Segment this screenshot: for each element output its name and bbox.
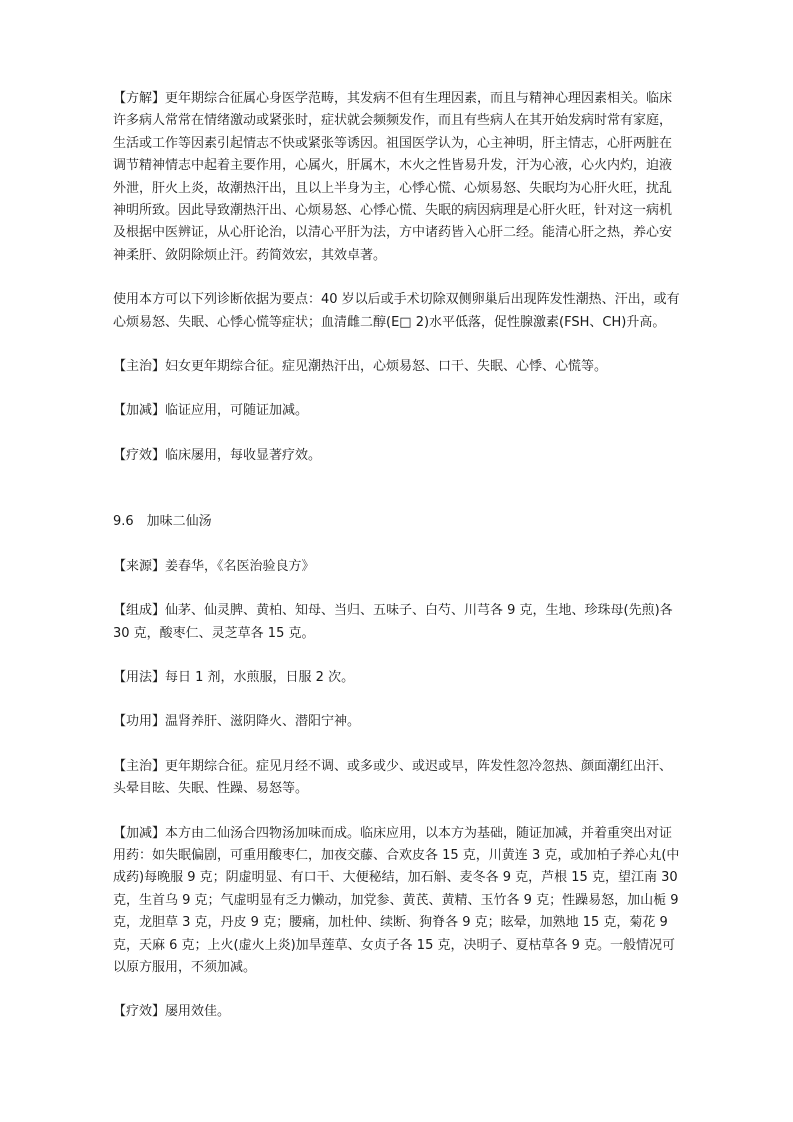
paragraph-usage: 【用法】每日 1 剂，水煎服，日服 2 次。 bbox=[113, 669, 355, 685]
paragraph-indications-1: 【主治】妇女更年期综合征。症见潮热汗出，心烦易怒、口干、失眠、心悸、心慌等。 bbox=[113, 359, 608, 375]
document-body bbox=[113, 88, 683, 1046]
paragraph-analysis: 【方解】更年期综合征属心身医学范畴，其发病不但有生理因素，而且与精神心理因素相关。临床许多病人常常在情绪激动或紧张时，症状就会频频发作，而且有些病人在其开始发病时常有家庭，生活或工作等因素引起情志不快或紧张等诱因。祖国医学认为，心主神明，肝主情志，心肝两脏在调节精神情志中起着主要作用，心属火，肝属木，木火之性皆易升发，汗为心液，心火内灼，迫液外泄，肝火上炎，故潮热汗出，且以上半身为主，心悸心慌、心烦易怒、失眠均为心肝火旺，扰乱神明所致。因此导致潮热汗出、心烦易怒、心悸心慌、失眠的病因病理是心肝火旺，针对这一病机及根据中医辨证，从心肝论治，以清心平肝为法，方中诸药皆入心肝二经。能清心肝之热，养心安神柔肝、敛阴除烦止汗。药简效宏，其效卓著。 bbox=[113, 91, 673, 263]
paragraph-efficacy-1: 【疗效】临床屡用，每收显著疗效。 bbox=[113, 447, 322, 463]
paragraph-composition: 【组成】仙茅、仙灵脾、黄柏、知母、当归、五味子、白芍、川芎各 9 克，生地、珍珠母(先煎)各 30 克，酸枣仁、灵芝草各 15 克。 bbox=[113, 603, 677, 641]
paragraph-diagnostic-points: 使用本方可以下列诊断依据为要点：40 岁以后或手术切除双侧卵巢后出现阵发性潮热、汗出，或有心烦易怒、失眠、心悸心慌等症状；血清雌二醇(E□ 2)水平低落，促性腺激素(FSH、CH)升高。 bbox=[113, 292, 680, 330]
section-heading-9-6: 9.6 加味二仙汤 bbox=[113, 514, 212, 530]
paragraph-modifications-2: 【加减】本方由二仙汤合四物汤加味而成。临床应用，以本方为基础，随证加减，并着重突出对证用药：如失眠偏剧，可重用酸枣仁，加夜交藤、合欢皮各 15 克，川黄连 3 克，或加柏子养心丸(中成药)每晚服 9 克；阴虚明显、有口干、大便秘结，加石斛、麦冬各 9 克，芦根 15 克，望江南 30 克，生首乌 9 克；气虚明显有乏力懒动，加党参、黄芪、黄精、玉竹各 9 克；性躁易怒，加山栀 9 克，龙胆草 3 克，丹皮 9 克；腰痛，加杜仲、续断、狗脊各 9 克；眩晕，加熟地 15 克，菊花 9 克，天麻 6 克；上火(虚火上炎)加旱莲草、女贞子各 15 克，决明子、夏枯草各 9 克。一般情况可以原方服用，不须加减。 bbox=[113, 825, 683, 975]
paragraph-efficacy-2: 【疗效】屡用效佳。 bbox=[113, 1004, 231, 1020]
paragraph-functions: 【功用】温肾养肝、滋阴降火、潜阳宁神。 bbox=[113, 714, 361, 730]
paragraph-indications-2: 【主治】更年期综合征。症见月经不调、或多或少、或迟或早，阵发性忽冷忽热、颜面潮红出汗、头晕目眩、失眠、性躁、易怒等。 bbox=[113, 758, 673, 797]
paragraph-modifications-1: 【加减】临证应用，可随证加减。 bbox=[113, 403, 309, 419]
paragraph-source: 【来源】姜春华，《名医治验良方》 bbox=[113, 558, 315, 574]
